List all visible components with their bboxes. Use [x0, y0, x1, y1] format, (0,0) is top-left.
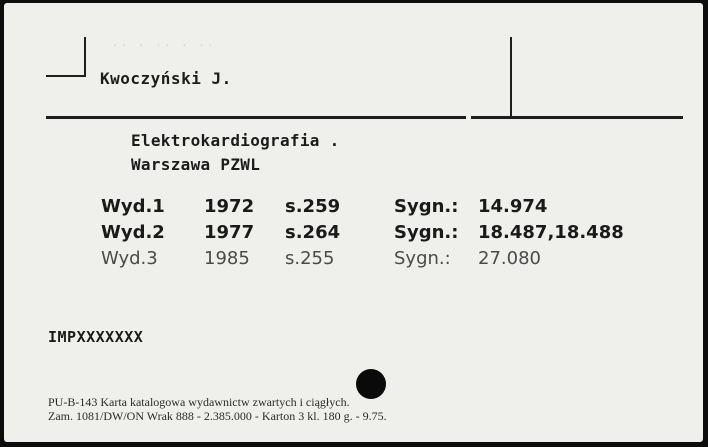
signature-number: 14.974	[478, 196, 548, 217]
edition-year: 1972	[204, 196, 255, 217]
horizontal-rule-left	[46, 116, 466, 119]
footer-line-2: Zam. 1081/DW/ON Wrak 888 - 2.385.000 - Karton 3 kl. 180 g. - 9.75.	[48, 409, 387, 423]
publication-place: Warszawa PZWL	[131, 155, 261, 174]
corner-bracket-vertical	[84, 37, 86, 77]
faint-typed-text: ·· · ·· · ··	[112, 39, 216, 52]
edition-year: 1977	[204, 222, 255, 243]
signature-label: Sygn.:	[394, 196, 459, 217]
edition-label: Wyd.1	[101, 196, 165, 217]
edition-pages: s.264	[285, 222, 341, 243]
signature-label: Sygn.:	[394, 222, 459, 243]
signature-label: Sygn.:	[394, 248, 451, 269]
edition-pages: s.259	[285, 196, 341, 217]
corner-bracket-horizontal	[46, 75, 86, 77]
edition-pages: s.255	[285, 248, 335, 269]
signature-number: 18.487,18.488	[478, 222, 624, 243]
book-title: Elektrokardiografia .	[131, 131, 340, 150]
catalog-card	[4, 3, 703, 442]
edition-year: 1985	[204, 248, 250, 269]
signature-number: 27.080	[478, 248, 541, 269]
horizontal-rule-right	[471, 116, 683, 119]
vertical-divider	[510, 37, 512, 117]
author-name: Kwoczyński J.	[100, 69, 232, 88]
imp-mark: IMPXXXXXXX	[48, 328, 144, 346]
footer-line-1: PU-B-143 Karta katalogowa wydawnictw zwartych i ciągłych.	[48, 395, 350, 409]
edition-label: Wyd.3	[101, 248, 158, 269]
edition-label: Wyd.2	[101, 222, 165, 243]
punch-hole	[356, 369, 386, 399]
